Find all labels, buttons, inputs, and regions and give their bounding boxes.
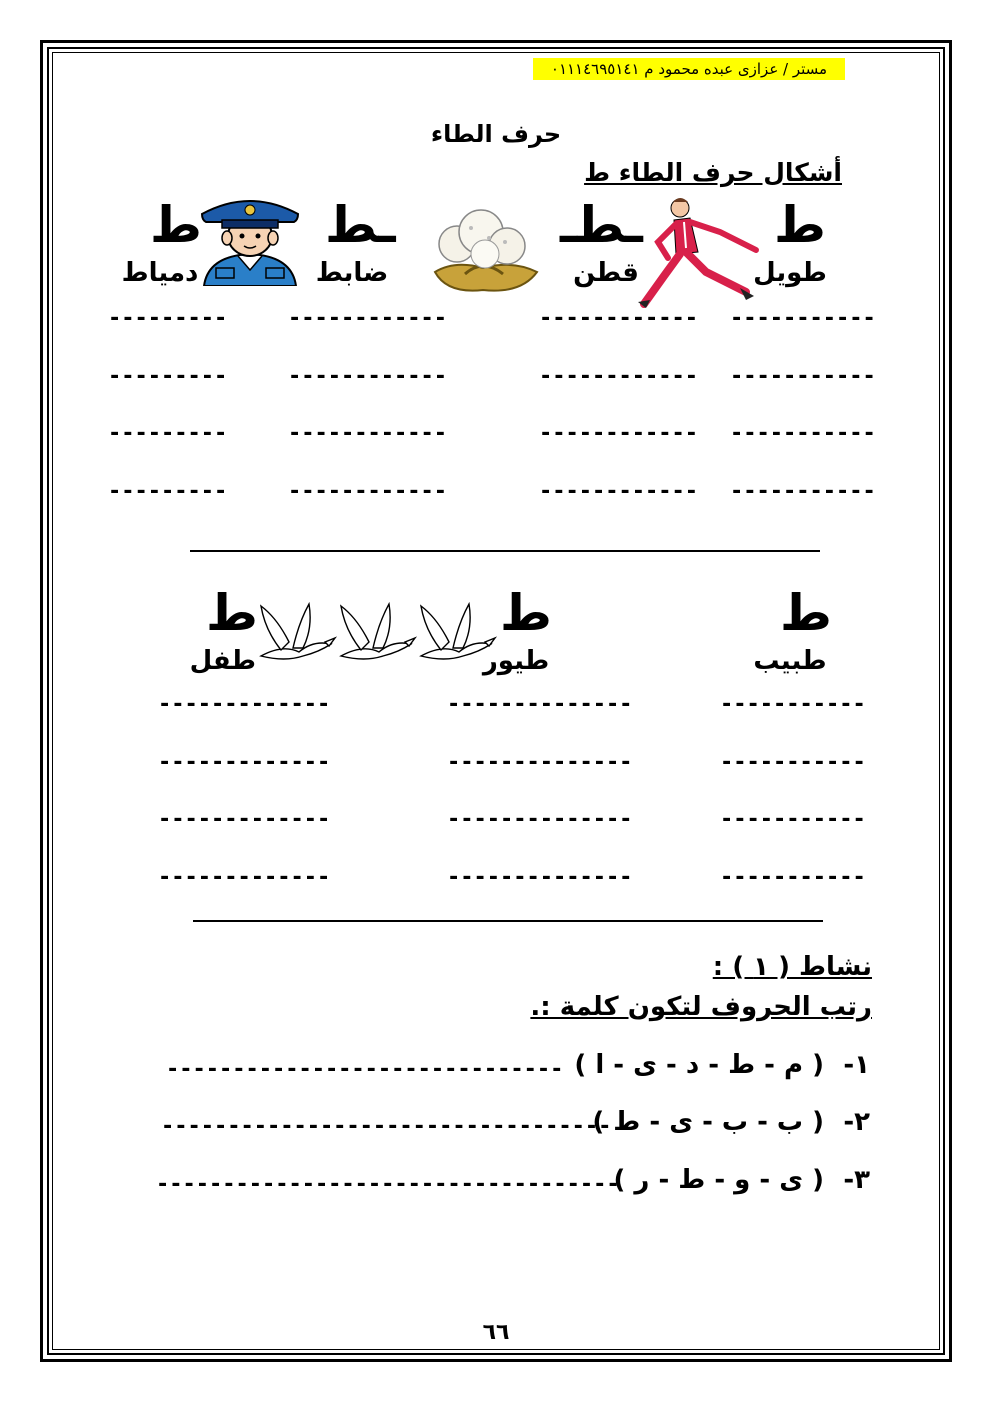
letter-medial: ـطـ — [560, 196, 643, 254]
writing-line: -------------- — [447, 692, 633, 717]
writing-line: ------------- — [158, 865, 331, 890]
letter-toyour: ط — [500, 584, 552, 642]
word-tawil: طويل — [753, 258, 827, 288]
birds-icon — [255, 594, 500, 666]
writing-line: ------------ — [288, 421, 447, 446]
question-number: ٣- — [843, 1165, 870, 1195]
writing-line: ------------ — [539, 479, 698, 504]
question-number: ١- — [843, 1050, 870, 1080]
word-damietta: دمياط — [121, 258, 199, 288]
writing-line: --------- — [108, 421, 228, 446]
writing-line: ----------- — [730, 421, 876, 446]
writing-line: ----------- — [730, 364, 876, 389]
word-toyour: طيور — [482, 646, 550, 676]
writing-line: -------------- — [447, 807, 633, 832]
writing-line: ------------ — [288, 364, 447, 389]
writing-line: ------------ — [288, 479, 447, 504]
page-number: ٦٦ — [482, 1320, 510, 1345]
word-dabet: ضابط — [315, 258, 389, 288]
question-letters: ( ى - و - ط - ر ) — [613, 1165, 824, 1195]
writing-line: ------------- — [158, 692, 331, 717]
letter-final-isolated: ط — [150, 196, 202, 254]
section-divider — [190, 550, 820, 552]
page-title: حرف الطاء — [430, 120, 562, 148]
running-man-icon — [628, 192, 768, 312]
word-qotn: قطن — [573, 258, 639, 288]
answer-line: ---------------------------------- — [161, 1114, 612, 1139]
letter-final-connected: ـط — [325, 196, 396, 254]
writing-line: --------- — [108, 479, 228, 504]
police-officer-icon — [198, 194, 302, 286]
writing-line: ------------ — [539, 421, 698, 446]
letter-tefl: ط — [206, 584, 258, 642]
writing-line: ----------- — [730, 479, 876, 504]
writing-line: ------------ — [539, 364, 698, 389]
writing-line: -------------- — [447, 750, 633, 775]
writing-line: ------------ — [288, 306, 447, 331]
writing-line: ------------ — [539, 306, 698, 331]
activity-instruction: رتب الحروف لتكون كلمة :. — [530, 992, 872, 1022]
section-divider — [193, 920, 823, 922]
answer-line: ----------------------------------- — [156, 1172, 620, 1197]
writing-line: ----------- — [720, 750, 866, 775]
writing-line: ----------- — [720, 692, 866, 717]
question-letters: ( م - ط - د - ى - ا ) — [574, 1050, 824, 1080]
question-number: ٢- — [843, 1107, 870, 1137]
writing-line: ----------- — [720, 865, 866, 890]
writing-line: ----------- — [720, 807, 866, 832]
writing-line: --------- — [108, 306, 228, 331]
answer-line: ------------------------------ — [166, 1057, 564, 1082]
cotton-plant-icon — [425, 202, 543, 296]
teacher-header: مستر / عزازى عبده محمود م ٠١١١٤٦٩٥١٤١ — [533, 58, 845, 80]
writing-line: ------------- — [158, 750, 331, 775]
activity-title: نشاط ( ١ ) : — [712, 952, 872, 982]
word-tabib: طبيب — [753, 646, 827, 676]
question-letters: ( ب - ب - ى - ط ) — [592, 1107, 824, 1137]
writing-line: --------- — [108, 364, 228, 389]
letter-initial: ط — [774, 196, 826, 254]
letter-tabib: ط — [780, 584, 832, 642]
section-subtitle: أشكال حرف الطاء ط — [584, 158, 842, 187]
writing-line: ----------- — [730, 306, 876, 331]
word-tefl: طفل — [189, 646, 256, 676]
writing-line: ------------- — [158, 807, 331, 832]
writing-line: -------------- — [447, 865, 633, 890]
